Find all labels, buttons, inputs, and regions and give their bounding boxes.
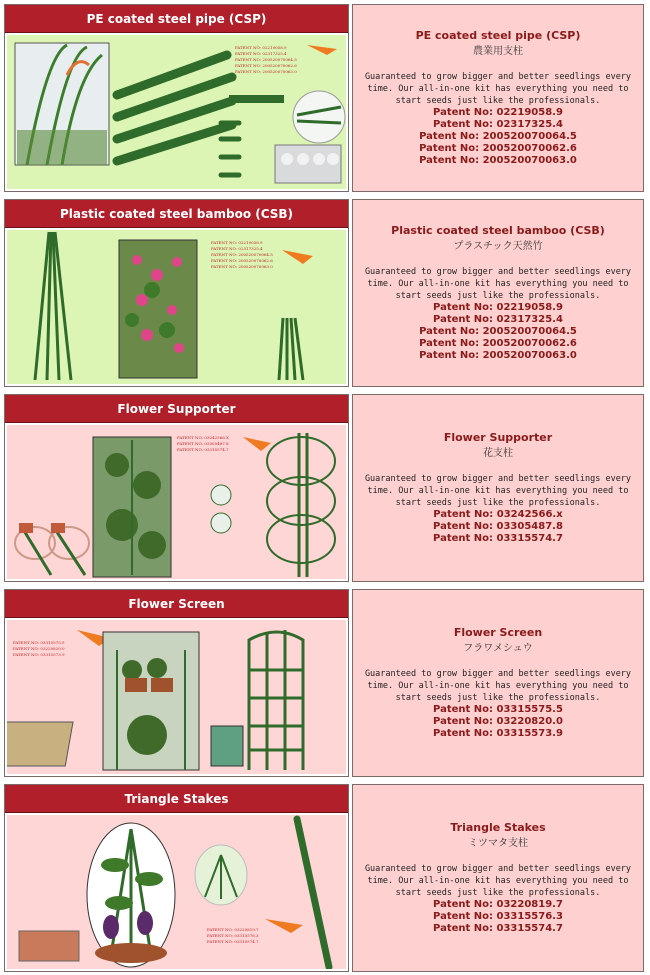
product-row-flower-supporter — [0, 390, 650, 585]
patent-number: Patent No: 200520070064.5 — [419, 131, 577, 142]
svg-text:PATENT NO: 03220819.7: PATENT NO: 03220819.7 — [207, 927, 259, 932]
patent-number: Patent No: 200520070063.0 — [419, 350, 577, 361]
product-subtitle: フラワメシュウ — [463, 643, 533, 654]
product-image-panel — [4, 394, 349, 582]
svg-text:PATENT NO: 03315575.5: PATENT NO: 03315575.5 — [13, 640, 65, 645]
product-photo-triangle-stakes — [7, 815, 346, 969]
patent-number: Patent No: 02219058.9 — [433, 107, 563, 118]
svg-text:PATENT NO: 03315573.9: PATENT NO: 03315573.9 — [13, 652, 65, 657]
patent-number: Patent No: 03315573.9 — [433, 728, 563, 739]
svg-text:PATENT NO: 03305487.8: PATENT NO: 03305487.8 — [177, 441, 229, 446]
product-image-panel — [4, 199, 349, 387]
product-title: Flower Screen — [453, 626, 543, 639]
product-header: Triangle Stakes — [5, 785, 348, 813]
svg-text:PATENT NO: 03220820.0: PATENT NO: 03220820.0 — [13, 646, 65, 651]
svg-text:PATENT NO: 200520070062.6: PATENT NO: 200520070062.6 — [211, 258, 273, 263]
patent-number: Patent No: 03315574.7 — [433, 533, 563, 544]
svg-text:PATENT NO: 02317325.4: PATENT NO: 02317325.4 — [235, 51, 287, 56]
product-subtitle: ミツマタ支柱 — [468, 838, 528, 849]
product-description: Guaranteed to grow bigger and better seedlings every time. Our all-in-one kit has everything you need to start seeds just like the professionals. — [364, 474, 632, 508]
product-description: Guaranteed to grow bigger and better seedlings every time. Our all-in-one kit has everything you need to start seeds just like the professionals. — [364, 72, 632, 106]
patent-number: Patent No: 200520070062.6 — [419, 143, 577, 154]
svg-text:PATENT NO: 200520070063.0: PATENT NO: 200520070063.0 — [235, 69, 297, 74]
patent-number: Patent No: 03220819.7 — [433, 899, 563, 910]
patent-number: Patent No: 200520070063.0 — [419, 155, 577, 166]
patent-number: Patent No: 200520070062.6 — [419, 338, 577, 349]
product-row-csb — [0, 195, 650, 390]
product-title: PE coated steel pipe (CSP) — [415, 29, 581, 42]
product-header: Flower Screen — [5, 590, 348, 618]
svg-text:PATENT NO: 03315576.3: PATENT NO: 03315576.3 — [207, 933, 259, 938]
svg-text:PATENT NO: 03315574.7: PATENT NO: 03315574.7 — [177, 447, 229, 452]
svg-text:PATENT NO: 03242566.X: PATENT NO: 03242566.X — [177, 435, 229, 440]
svg-text:PATENT NO: 200520070063.0: PATENT NO: 200520070063.0 — [211, 264, 273, 269]
product-description: Guaranteed to grow bigger and better seedlings every time. Our all-in-one kit has everything you need to start seeds just like the professionals. — [364, 267, 632, 301]
product-info-panel — [352, 199, 644, 387]
product-info-panel — [352, 394, 644, 582]
patent-number: Patent No: 02317325.4 — [433, 314, 563, 325]
product-photo-flower-supporter — [7, 425, 346, 579]
product-info-panel — [352, 784, 644, 972]
patent-number: Patent No: 03305487.8 — [433, 521, 563, 532]
product-info-panel — [352, 4, 644, 192]
svg-text:PATENT NO: 02219058.9: PATENT NO: 02219058.9 — [211, 240, 263, 245]
product-image-panel — [4, 4, 349, 192]
svg-text:PATENT NO: 200520070062.6: PATENT NO: 200520070062.6 — [235, 63, 297, 68]
product-row-csp — [0, 0, 650, 195]
patent-number: Patent No: 02317325.4 — [433, 119, 563, 130]
patent-number: Patent No: 03315574.7 — [433, 923, 563, 934]
product-description: Guaranteed to grow bigger and better seedlings every time. Our all-in-one kit has everything you need to start seeds just like the professionals. — [364, 864, 632, 898]
patent-number: Patent No: 03242566.x — [433, 509, 563, 520]
product-info-panel — [352, 589, 644, 777]
svg-text:PATENT NO: 02219058.9: PATENT NO: 02219058.9 — [235, 45, 287, 50]
patent-number: Patent No: 03315575.5 — [433, 704, 563, 715]
product-row-flower-screen — [0, 585, 650, 780]
patent-number: Patent No: 200520070064.5 — [419, 326, 577, 337]
patent-number: Patent No: 02219058.9 — [433, 302, 563, 313]
product-title: Triangle Stakes — [450, 821, 546, 834]
product-title: Flower Supporter — [443, 431, 553, 444]
svg-text:PATENT NO: 02317325.4: PATENT NO: 02317325.4 — [211, 246, 263, 251]
product-image-panel — [4, 784, 349, 972]
product-photo-csp — [7, 35, 346, 189]
product-title: Plastic coated steel bamboo (CSB) — [391, 224, 605, 237]
product-row-triangle-stakes — [0, 780, 650, 975]
product-subtitle: 農業用支柱 — [473, 46, 523, 57]
patent-number: Patent No: 03315576.3 — [433, 911, 563, 922]
product-subtitle: 花支柱 — [483, 448, 513, 459]
product-subtitle: プラスチック天然竹 — [453, 241, 543, 252]
svg-text:PATENT NO: 03315574.7: PATENT NO: 03315574.7 — [207, 939, 259, 944]
product-image-panel — [4, 589, 349, 777]
product-header: PE coated steel pipe (CSP) — [5, 5, 348, 33]
product-header: Flower Supporter — [5, 395, 348, 423]
product-header: Plastic coated steel bamboo (CSB) — [5, 200, 348, 228]
product-description: Guaranteed to grow bigger and better seedlings every time. Our all-in-one kit has everything you need to start seeds just like the professionals. — [364, 669, 632, 703]
product-photo-csb — [7, 230, 346, 384]
svg-text:PATENT NO: 200520070064.5: PATENT NO: 200520070064.5 — [235, 57, 297, 62]
product-photo-flower-screen — [7, 620, 346, 774]
patent-number: Patent No: 03220820.0 — [433, 716, 563, 727]
svg-text:PATENT NO: 200520070064.5: PATENT NO: 200520070064.5 — [211, 252, 273, 257]
